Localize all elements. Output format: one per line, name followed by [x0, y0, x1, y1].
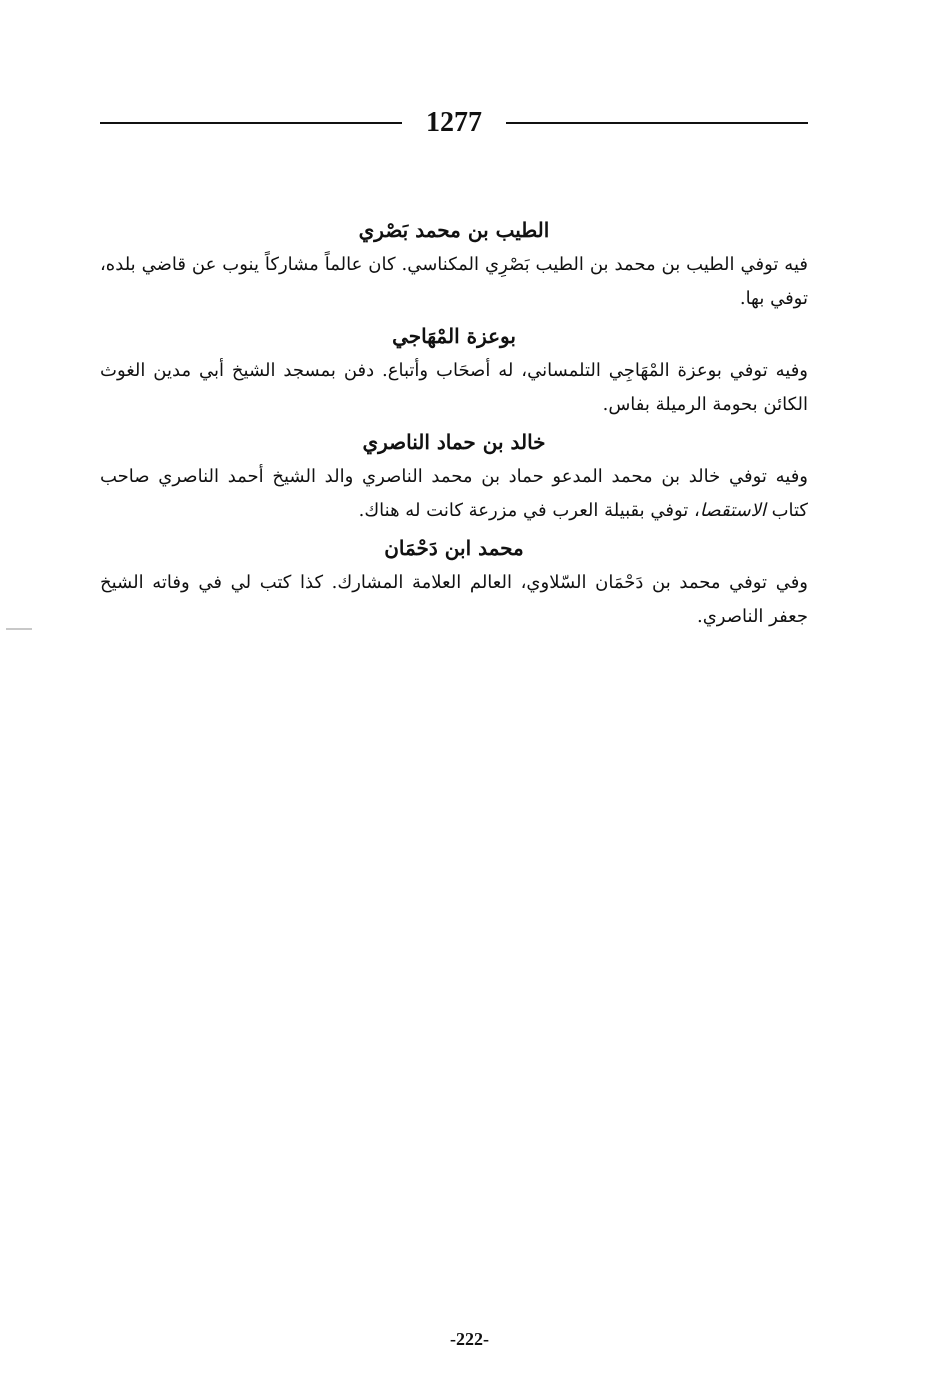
- entry-title: بوعزة المْهَاجي: [392, 324, 516, 348]
- page-content: [100, 212, 808, 636]
- entry-al-tayyib-basri: [100, 212, 808, 316]
- entry-title: الطيب بن محمد بَصْري: [358, 218, 550, 242]
- entry-title: محمد ابن دَحْمَان: [384, 536, 524, 560]
- book-title: الاستقصا: [699, 500, 766, 521]
- year-header: [100, 100, 808, 146]
- entry-body-part: ، توفي بقبيلة العرب في مزرعة كانت له هناك.: [358, 500, 700, 521]
- entry-khalid-alnasiri: [100, 424, 808, 528]
- entry-body: وفيه توفي بوعزة المْهَاجِي التلمساني، له أصحَاب وأتباع. دفن بمسجد الشيخ أبي مدين الغوث الكائن بحومة الرميلة بفاس.: [100, 360, 808, 415]
- page-number: -222-: [450, 1329, 489, 1349]
- entry-body: وفي توفي محمد بن دَحْمَان السّلاوي، العالم العلامة المشارك. كذا كتب لي في وفاته الشيخ جعفر الناصري.: [100, 572, 808, 627]
- entry-body: فيه توفي الطيب بن محمد بن الطيب بَصْرِي المكناسي. كان عالماً مشاركاً ينوب عن قاضي بلده، توفي بها.: [100, 254, 808, 309]
- entry-body-part: وفيه توفي خالد بن محمد المدعو حماد بن محمد الناصري والد الشيخ أحمد الناصري صاحب كتاب: [100, 466, 808, 521]
- entry-bouazza-almhaji: [100, 318, 808, 422]
- header-rule-left: [100, 122, 402, 124]
- year-number: 1277: [426, 107, 482, 138]
- scan-edge-mark: [6, 628, 32, 630]
- header-rule-right: [506, 122, 808, 124]
- entry-muhammad-dahman: [100, 530, 808, 634]
- entry-body: [100, 460, 808, 528]
- entry-title: خالد بن حماد الناصري: [362, 430, 546, 454]
